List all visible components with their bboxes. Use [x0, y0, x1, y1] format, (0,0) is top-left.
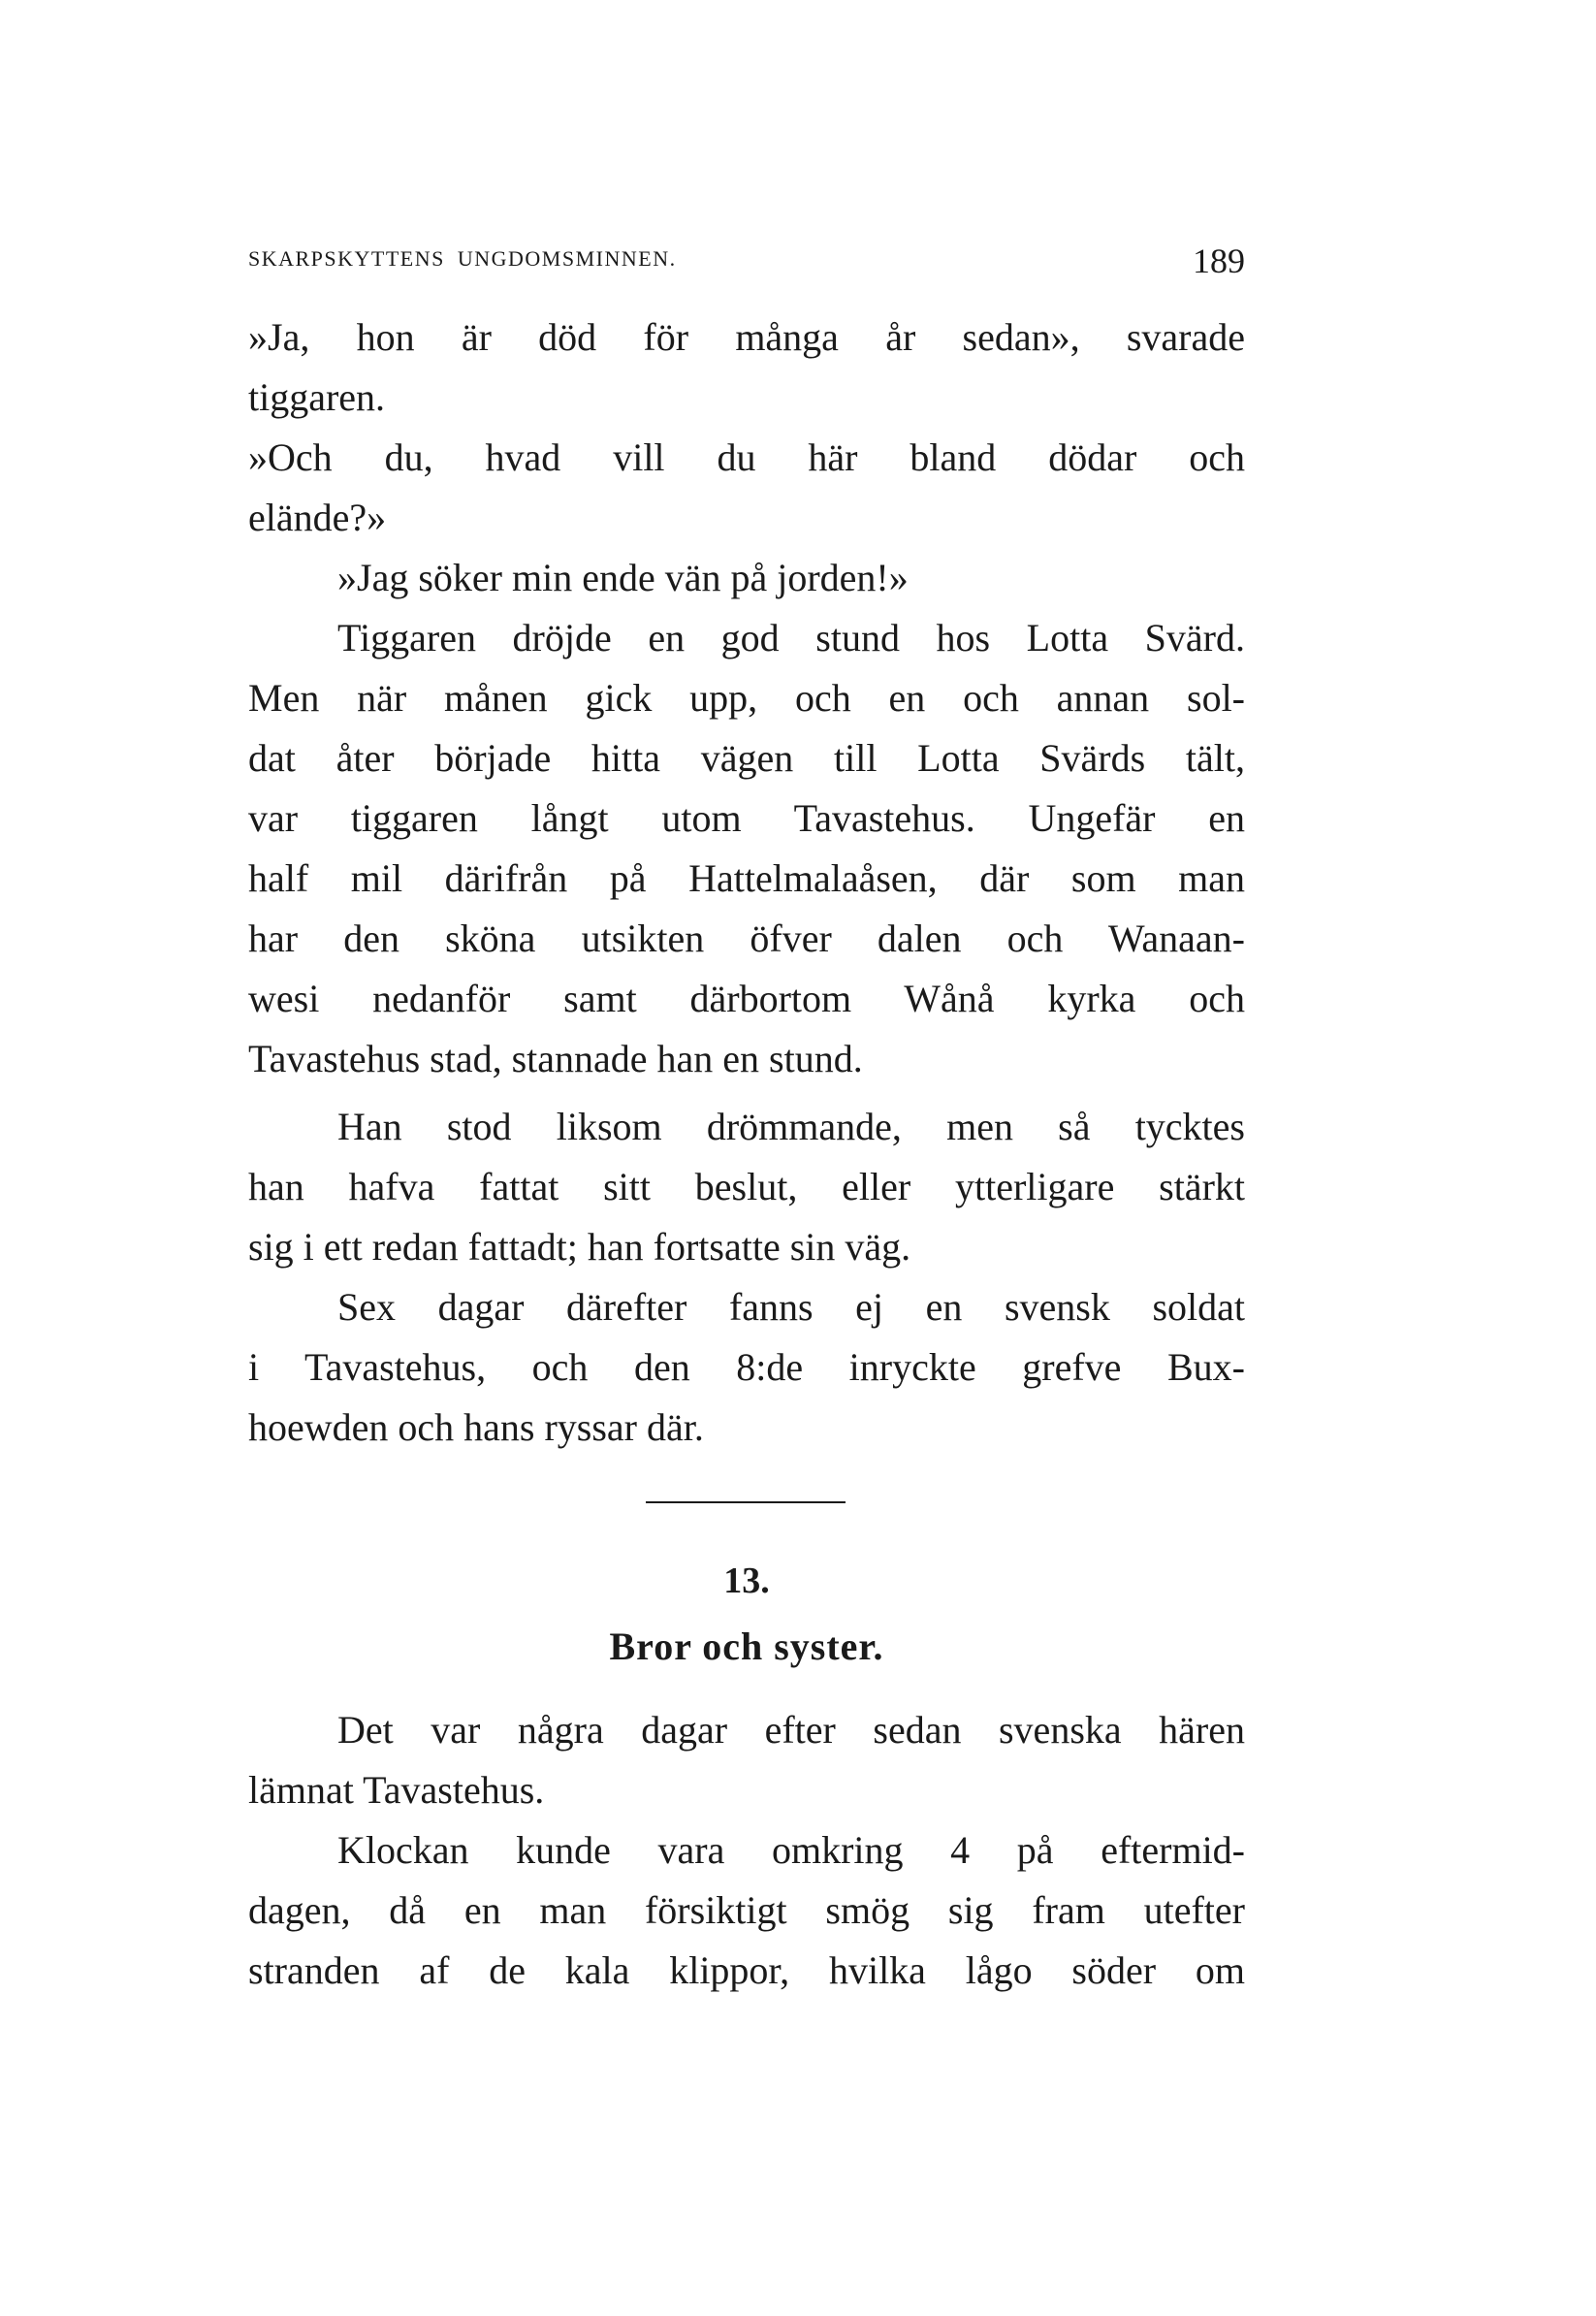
text-line: lämnat Tavastehus. [248, 1768, 545, 1812]
running-head [248, 241, 1245, 279]
text-line: dagen, då en man försiktigt smög sig fram utefter [248, 1888, 1245, 1932]
text-line: Sex dagar därefter fanns ej en svensk soldat [337, 1285, 1245, 1329]
text-line: elände?» [248, 496, 387, 539]
chapter-number: 13. [723, 1560, 770, 1601]
chapter-title: Bror och syster. [609, 1624, 884, 1668]
section-divider [646, 1501, 846, 1503]
text-line: hoewden och hans ryssar där. [248, 1405, 704, 1449]
text-line: i Tavastehus, och den 8:de inryckte grefve Bux- [248, 1345, 1245, 1389]
running-title: SKARPSKYTTENS UNGDOMSMINNEN. [248, 246, 677, 271]
text-line: sig i ett redan fattadt; han fortsatte sin väg. [248, 1225, 911, 1269]
text-line: tiggaren. [248, 375, 386, 419]
text-line: »Ja, hon är död för många år sedan», svarade [248, 315, 1245, 359]
text-line: var tiggaren långt utom Tavastehus. Ungefär en [248, 796, 1245, 840]
page-number: 189 [1193, 241, 1245, 280]
text-line: Tavastehus stad, stannade han en stund. [248, 1037, 863, 1080]
text-line: han hafva fattat sitt beslut, eller ytterligare stärkt [248, 1165, 1245, 1208]
text-line: Det var några dagar efter sedan svenska hären [337, 1708, 1245, 1752]
text-line: Men när månen gick upp, och en och annan sol- [248, 676, 1245, 720]
text-line: »Och du, hvad vill du här bland dödar och [248, 435, 1245, 479]
text-line: half mil därifrån på Hattelmalaåsen, där som man [248, 856, 1245, 900]
text-line: har den sköna utsikten öfver dalen och Wanaan- [248, 917, 1245, 960]
text-line: Tiggaren dröjde en god stund hos Lotta Svärd. [337, 616, 1245, 659]
text-line: dat åter började hitta vägen till Lotta Svärds tält, [248, 736, 1245, 780]
text-line: »Jag söker min ende vän på jorden!» [337, 556, 909, 599]
text-line: Han stod liksom drömmande, men så tycktes [337, 1105, 1245, 1148]
text-line: Klockan kunde vara omkring 4 på eftermid- [337, 1828, 1245, 1872]
text-line: wesi nedanför samt därbortom Wånå kyrka och [248, 977, 1245, 1020]
text-line: stranden af de kala klippor, hvilka lågo söder om [248, 1948, 1245, 1992]
